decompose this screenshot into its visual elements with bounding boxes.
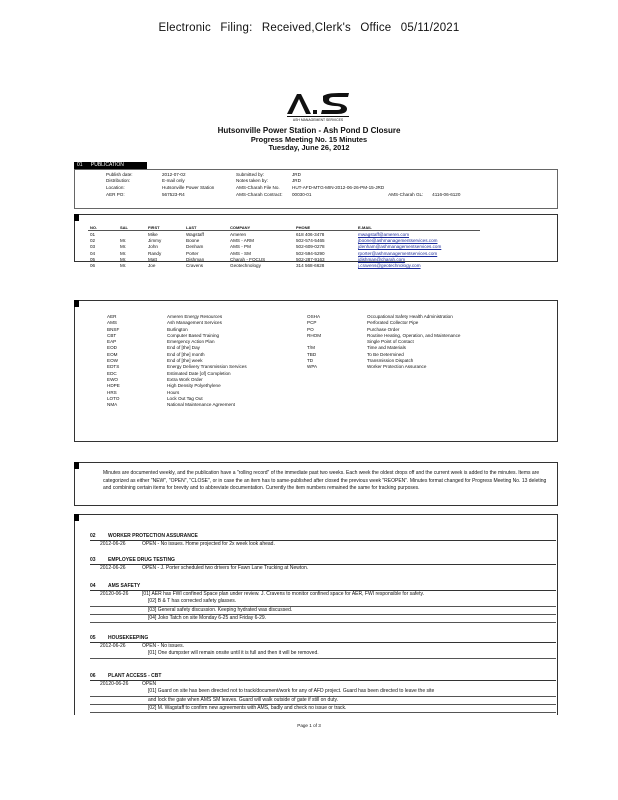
attendance-cell: AMS - ARM	[230, 237, 254, 243]
attendance-cell: 502-287-9163	[296, 256, 325, 262]
publication-row	[104, 191, 474, 198]
abbreviation-meaning: Emergency Action Plan	[167, 339, 215, 345]
action-item-entry	[90, 681, 556, 688]
publication-cell: Publish date:	[106, 171, 133, 177]
publication-cell: 567523-R4	[162, 191, 185, 197]
action-item-subentry: [01] One dumpster will remain onsite until it is full and then it will be removed.	[90, 650, 556, 658]
abbreviation-key: EOW	[107, 358, 118, 364]
publication-cell: HUT-AFD-MTG-MIN-2012-06-26-PM-15-JRD	[292, 184, 385, 190]
action-item-subentry: [02] B & T has corrected safety glasses.	[90, 598, 556, 606]
action-item-header	[90, 532, 556, 541]
abbreviation-meaning: Extra Work Order	[167, 376, 203, 382]
attendance-cell: Mr.	[120, 250, 127, 256]
action-item-title: PLANT ACCESS - CBT	[108, 673, 162, 679]
action-item-number: 04	[90, 583, 96, 589]
abbreviation-key: AMS	[107, 320, 117, 326]
publication-cell: 4116-06-6120	[432, 191, 461, 197]
attendance-cell: Geotechnology	[230, 263, 261, 269]
abbreviation-key: RHOM	[307, 332, 322, 338]
action-item-title: WORKER PROTECTION ASSURANCE	[108, 533, 198, 539]
abbreviation-key: EDTS	[107, 364, 120, 370]
abbreviation-key: PO	[307, 326, 314, 332]
action-item-subentry: [04] Joko Tatch on site Monday 6-25 and Friday 6-29.	[90, 615, 556, 623]
publication-cell: Notes taken by:	[236, 178, 268, 184]
action-item-title: AMS SAFETY	[108, 583, 141, 589]
publication-cell: JRD	[292, 171, 301, 177]
action-item-number: 03	[90, 557, 96, 563]
items-section-marker	[74, 514, 79, 521]
notes-text: Minutes are documented weekly, and the publication have a "rolling record" of the immediate past two weeks. Each week the oldest drops off and the current week is added to the minutes. Items are categorized as either "NEW", "OPEN", "CLOSE", or in case the an item has to same-published after closed the previous week "REOPEN". Minutes format changed for Progress Meeting No. 13 deleting and combining certain items for brevity and to abbreviate documentation. Currently the item numbers remained the same for tracking purposes.	[103, 470, 547, 492]
entry-date: 2012-06-26	[100, 565, 126, 571]
action-item-number: 02	[90, 533, 96, 539]
attendance-row	[88, 262, 480, 268]
publication-cell	[430, 184, 474, 191]
abbreviation-key: PCP	[307, 320, 317, 326]
attendance-cell: Mr.	[120, 237, 127, 243]
abbreviation-key: HRS	[107, 389, 117, 395]
attendance-cell: j.cravens@geotechnology.com	[358, 263, 421, 269]
abbreviation-meaning: Ameren Energy Resources	[167, 314, 223, 319]
action-item-entry	[90, 643, 556, 650]
attendance-cell: Dishman	[186, 256, 205, 262]
abbreviation-meaning: Worker Protection Assurance	[367, 364, 427, 370]
document-title	[0, 127, 618, 153]
attendance-cell: AMS - PM	[230, 244, 251, 250]
action-item-header	[90, 634, 556, 643]
abbreviation-key: BNSF	[107, 326, 120, 332]
attendance-cell: 314 568-6628	[296, 263, 325, 269]
logo-tagline: ASH MANAGEMENT SERVICES	[292, 118, 344, 122]
publication-row	[104, 171, 474, 178]
page-footer: Page 1 of 3	[297, 723, 321, 728]
abbreviation-meaning: National Maintenance Agreement	[167, 402, 235, 408]
attendance-cell: 02	[90, 237, 96, 243]
action-item-entry	[90, 541, 556, 548]
attendance-column-header: E-MAIL	[356, 224, 480, 231]
abbreviation-key: TBD	[307, 351, 317, 357]
publication-cell: AMS-Charah Contract:	[236, 191, 283, 197]
publication-table	[104, 171, 474, 197]
action-item-subentry: and lock the gate when AMS SM leaves. Guard will walk outside of gate if still on duty.	[90, 697, 556, 705]
abbreviation-key: AER	[107, 314, 117, 319]
publication-cell	[386, 184, 430, 191]
action-item	[90, 582, 556, 623]
action-item	[90, 634, 556, 659]
attendance-column-header: NO.	[88, 224, 118, 231]
publication-cell: AMS-Charah GL:	[388, 191, 424, 197]
abbreviation-meaning: Lock Out Tag Out	[167, 395, 203, 401]
entry-text: OPEN - J. Porter scheduled two drivers for Fawn Lane Trucking at Newton.	[142, 565, 309, 571]
abbreviation-row	[307, 364, 460, 370]
attendance-column-header: PHONE	[294, 224, 356, 231]
abbreviation-meaning: To Be Determined	[367, 351, 404, 357]
action-item	[90, 672, 556, 713]
attendance-column-header: SAL	[118, 224, 146, 231]
company-logo	[283, 90, 353, 122]
publication-cell: 00030-01	[292, 191, 312, 197]
attendance-cell: Porter	[186, 250, 199, 256]
notes-section-marker	[74, 462, 79, 469]
publication-header	[74, 162, 147, 169]
attendance-cell: 618 406-3478	[296, 231, 325, 237]
attendance-cell: Jimmy	[148, 237, 162, 243]
abbreviation-meaning: End of [the] week	[167, 358, 203, 364]
abbreviation-meaning: End of [the] month	[167, 351, 205, 357]
action-item-entry	[90, 591, 556, 598]
entry-date: 20120-06-26	[100, 681, 129, 687]
attendance-cell: rporter@ashmanagementservices.com	[358, 250, 438, 256]
abbreviation-meaning: Ash Management Services	[167, 320, 222, 326]
abbreviation-meaning: End of [the] Day	[167, 345, 200, 351]
section-title: PUBLICATION	[90, 162, 124, 168]
attendance-cell: 06	[90, 263, 96, 269]
action-item-title: EMPLOYEE DRUG TESTING	[108, 557, 175, 563]
attendance-cell: 502-609-0278	[296, 244, 325, 250]
abbreviations-left-column	[107, 314, 247, 408]
abbreviation-key: CBT	[107, 332, 117, 338]
action-item-number: 06	[90, 673, 96, 679]
title-line-2: Progress Meeting No. 15 Minutes	[250, 134, 368, 144]
attendance-cell: Mike	[148, 231, 158, 237]
publication-cell: Hutsonville Power Station	[162, 184, 215, 190]
abbreviation-key: HDPE	[107, 383, 120, 389]
attendance-column-header: FIRST	[146, 224, 184, 231]
abbreviation-meaning: Burlington	[167, 326, 188, 332]
attendance-cell: Mr.	[120, 263, 127, 269]
filing-stamp: Electronic Filing: Received,Clerk's Office 05/11/2021	[158, 22, 460, 34]
attendance-cell: Randy	[148, 250, 162, 256]
publication-cell: 2012-07-02	[162, 171, 186, 177]
attendance-cell: 502-574-5465	[296, 237, 325, 243]
attendance-cell: Ameren	[230, 231, 247, 237]
attendance-cell: Charah - FOCUS	[230, 256, 266, 262]
attendance-row	[88, 231, 480, 238]
attendance-table	[88, 224, 480, 269]
entry-date: 2012-06-26	[100, 643, 126, 649]
abbreviation-key: LOTO	[107, 395, 120, 401]
publication-cell: Location:	[106, 184, 125, 190]
action-item-header	[90, 556, 556, 565]
attendance-cell: John	[148, 244, 158, 250]
attendance-cell: Cravens	[186, 263, 204, 269]
abbreviations-section-marker	[74, 300, 79, 307]
attendance-cell: Wagstaff	[186, 231, 204, 237]
abbreviation-key: TD	[307, 358, 314, 364]
abbreviations-right-column	[307, 314, 460, 371]
abbreviation-key: T/M	[307, 345, 315, 351]
entry-date: 2012-06-26	[100, 541, 126, 547]
attendance-cell: Boone	[186, 237, 200, 243]
action-item-header	[90, 672, 556, 681]
abbreviation-meaning: Occupational Safety Health Administration	[367, 314, 453, 319]
abbreviation-key: NMA	[107, 402, 118, 408]
action-item	[90, 532, 556, 548]
attendance-cell: jdenham@ashmanagementservices.com	[358, 244, 442, 250]
publication-row	[104, 178, 474, 185]
entry-text: OPEN - No issues.	[142, 643, 184, 649]
publication-cell: Submitted by:	[236, 171, 265, 177]
abbreviation-meaning: Purchase Order	[367, 326, 400, 332]
abbreviation-meaning: Hours	[167, 389, 180, 395]
abbreviation-key: EOD	[107, 345, 117, 351]
publication-cell: JRD	[292, 178, 301, 184]
publication-row	[104, 184, 474, 191]
action-item-subentry: [02] M. Wagstaff to confirm new agreements with AMS, badly and check no issue or track.	[90, 705, 556, 713]
abbreviation-key: EAP	[107, 339, 117, 345]
abbreviation-meaning: High Density Polyethylene	[167, 383, 221, 389]
section-number: 01	[77, 162, 83, 168]
abbreviation-meaning: Estimated Date [of] Completion	[167, 370, 231, 376]
attendance-cell: AMS - SM	[230, 250, 251, 256]
entry-text: OPEN	[142, 681, 157, 687]
abbreviation-meaning: Time and Materials	[367, 345, 406, 351]
abbreviation-meaning: Routine Heating, Operation, and Maintenance	[367, 332, 461, 338]
action-item-title: HOUSEKEEPING	[108, 635, 149, 641]
abbreviation-meaning: Transmission Dispatch	[367, 358, 414, 364]
publication-cell	[386, 178, 430, 185]
abbreviation-key: EWO	[107, 376, 118, 382]
abbreviation-meaning: Perforated Collector Pipe	[367, 320, 419, 326]
action-item-number: 05	[90, 635, 96, 641]
abbreviation-key: OSHA	[307, 314, 321, 319]
title-line-1: Hutsonville Power Station - Ash Pond D Closure	[217, 126, 401, 135]
publication-cell: AER PO:	[106, 191, 125, 197]
abbreviation-key: EDC	[107, 370, 117, 376]
abbreviation-meaning: Energy Delivery Transmission Services	[167, 364, 247, 370]
attendance-cell: Matt	[148, 256, 157, 262]
action-item	[90, 556, 556, 572]
entry-text: [01] AER has FWI confined Space plan under review. J. Cravens to monitor confined space for AER, FWI responsible for safety.	[142, 591, 424, 597]
attendance-cell: jdishman@charah.com	[358, 256, 406, 262]
attendance-cell: jboone@ashmanagementservices.com	[358, 237, 438, 243]
title-line-3: Tuesday, June 26, 2012	[268, 143, 350, 153]
publication-cell: AMS-Charah File No.	[236, 184, 280, 190]
action-item-subentry: [03] General safety discussion. Keeping hydrated was discussed.	[90, 607, 556, 615]
action-item-entry	[90, 565, 556, 572]
entry-text: OPEN - No issues. Home projected for 2x week look ahead.	[142, 541, 275, 547]
attendance-cell: Joe	[148, 263, 156, 269]
action-item-header	[90, 582, 556, 591]
attendance-cell: 05	[90, 256, 96, 262]
attendance-cell: 01	[90, 231, 96, 237]
attendance-column-header: COMPANY	[228, 224, 294, 231]
publication-cell	[430, 178, 474, 185]
attendance-cell: 03	[90, 244, 96, 250]
publication-cell: E-mail only	[162, 178, 185, 184]
attendance-cell: Mr.	[120, 256, 127, 262]
attendance-cell: Mr.	[120, 244, 127, 250]
entry-date: 20120-06-26	[100, 591, 129, 597]
publication-cell	[430, 171, 474, 178]
abbreviation-meaning: Computer Based Training	[167, 332, 220, 338]
abbreviation-key: WPA	[307, 364, 318, 370]
attendance-column-header: LAST	[184, 224, 228, 231]
attendance-section-marker	[74, 214, 79, 221]
publication-cell	[386, 171, 430, 178]
abbreviation-meaning: Single Point of Contact	[367, 339, 414, 345]
attendance-cell: mwagstaff@ameren.com	[358, 231, 410, 237]
attendance-cell: 502-594-5290	[296, 250, 325, 256]
attendance-cell: Denham	[186, 244, 204, 250]
attendance-cell	[118, 231, 146, 238]
attendance-cell: 04	[90, 250, 96, 256]
abbreviation-row	[107, 402, 247, 408]
publication-cell: Distribution:	[106, 178, 131, 184]
action-item-subentry: [01] Guard on site has been directed not to track/document/work for any of AFD project. Guard has been directed to leave the site	[90, 688, 556, 696]
abbreviation-key: EOM	[107, 351, 118, 357]
